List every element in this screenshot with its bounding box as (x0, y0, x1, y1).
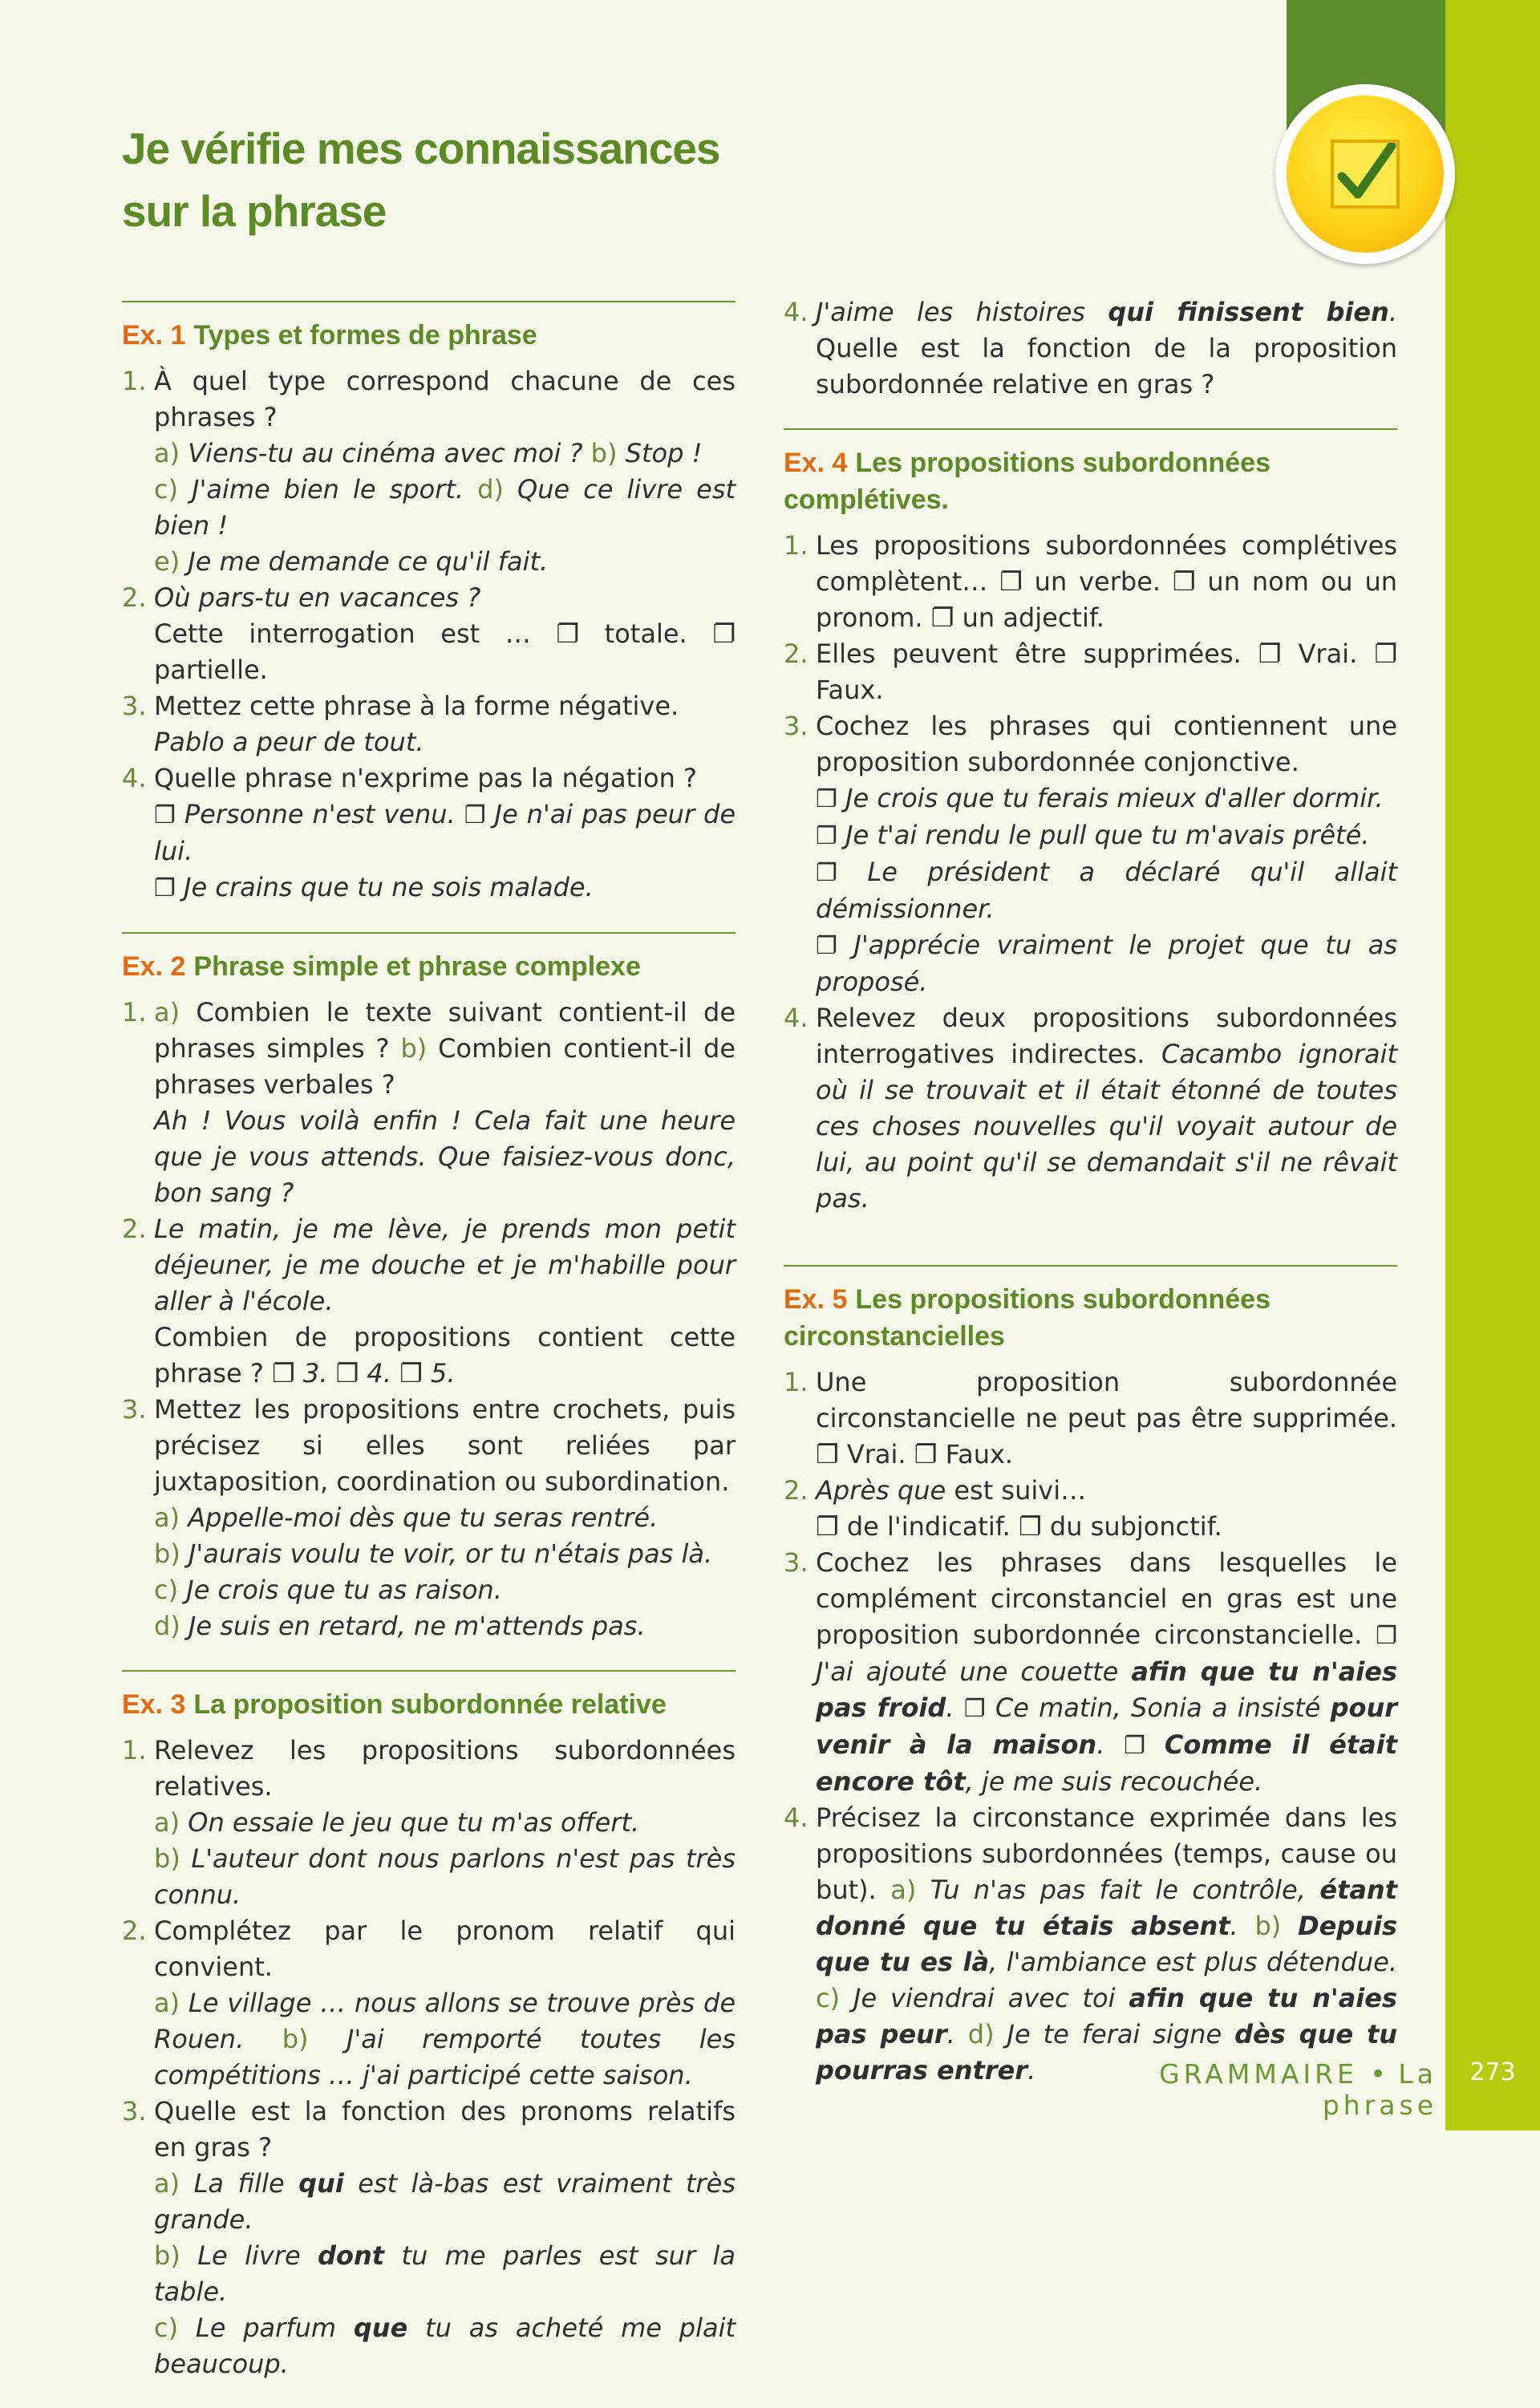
checkmark-icon (1334, 143, 1396, 205)
exercise-1 (122, 301, 736, 906)
exercise-5 (784, 1265, 1397, 2089)
checkbox-icon: ❐ (816, 932, 837, 960)
exercise-heading: Ex. 3 La proposition subordonnée relative (122, 1689, 667, 1720)
exercise-heading: Ex. 5 Les propositions subordonnées circonstancielles (784, 1284, 1270, 1352)
exercise-2 (122, 932, 736, 1644)
question: 4. Précisez la circonstance exprimée dans les propositions subordonnées (temps, cause ou but). a) Tu n'as pas fait le contrôle, étant donné que tu étais absent. b) Depuis que tu es là, l'ambiance est plus détendue. c) Je viendrai avec toi afin que tu n'aies pas peur. d) Je te ferai signe dès que tu pourras entrer. (784, 1802, 1398, 2086)
right-column (784, 294, 1397, 2114)
checkbox-icon: ❐ (154, 801, 176, 829)
question: 4. J'aime les histoires qui finissent bien. Quelle est la fonction de la proposition subordonnée relative en gras ? (784, 297, 1398, 399)
question: 3. Mettez cette phrase à la forme négative. Pablo a peur de tout. (122, 691, 679, 757)
exercise-3 (122, 1670, 736, 2382)
exercise-heading: Ex. 4 Les propositions subordonnées complétives. (784, 448, 1270, 515)
exercise-heading: Ex. 2 Phrase simple et phrase complexe (122, 951, 641, 982)
question: 3. Cochez les phrases dans lesquelles le complément circonstanciel en gras est une proposition subordonnée circonstancielle. ❐ J'ai ajouté une couette afin que tu n'aies pas froid. ❐ Ce matin, Sonia a insisté pour venir à la maison. ❐ Comme il était encore tôt, je me suis recouchée. (784, 1547, 1398, 1797)
checkbox-icon: ❐ (1376, 1622, 1397, 1650)
check-badge (1275, 84, 1455, 264)
checkbox-icon: ❐ (1124, 1732, 1146, 1760)
side-band (1445, 0, 1540, 2130)
question: 2. Après que est suivi… ❐ de l'indicatif. ❐ du subjonctif. (784, 1475, 1222, 1542)
checkbox-icon: ❐ (154, 874, 176, 902)
question: 1. Les propositions subordonnées complétives complètent… ❐ un verbe. ❐ un nom ou un pronom. ❐ un adjectif. (784, 530, 1397, 633)
left-column (122, 301, 736, 2408)
question: 4. Relevez deux propositions subordonnées interrogatives indirectes. Cacambo ignorait où il se trouvait et il était étonné de toutes ces choses nouvelles qu'il voyait autour de lui, au point qu'il se demandait s'il ne rêvait pas. (784, 1003, 1397, 1214)
question: 2. Complétez par le pronom relatif qui convient. a) Le village … nous allons se trouve près de Rouen. b) J'ai remporté toutes les compétitions … j'ai participé cette saison. (122, 1915, 736, 2090)
exercise-3-continued (784, 294, 1397, 403)
question: 4. Quelle phrase n'exprime pas la négation ? ❐ Personne n'est venu. ❐ Je n'ai pas peur de lui. ❐ Je crains que tu ne sois malade. (122, 763, 736, 902)
checkbox-icon: ❐ (963, 1695, 986, 1723)
page-number: 273 (1469, 2058, 1516, 2086)
question: 3. Mettez les propositions entre crochets, puis précisez si elles sont reliées par juxtaposition, coordination ou subordination. a) Appelle-moi dès que tu seras rentré. b) J'aurais voulu te voir, or tu n'étais pas là. c) Je crois que tu as raison. d) Je suis en retard, ne m'attends pas. (122, 1394, 736, 1641)
footer-running-head: GRAMMAIRE • La phrase (1159, 2058, 1437, 2121)
question: 2. Le matin, je me lève, je prends mon petit déjeuner, je me douche et je m'habille pour aller à l'école. Combien de propositions contient cette phrase ? ❐ 3. ❐ 4. ❐ 5. (122, 1214, 736, 1388)
question: 2. Où pars-tu en vacances ? Cette interrogation est … ❐ totale. ❐ partielle. (122, 582, 736, 685)
checkbox-icon: ❐ (464, 801, 486, 829)
question: 1. Relevez les propositions subordonnées relatives. a) On essaie le jeu que tu m'as offert. b) L'auteur dont nous parlons n'est pas très connu. (122, 1735, 736, 1910)
page-title: Je vérifie mes connaissances sur la phrase (122, 124, 720, 236)
question: 1. À quel type correspond chacune de ces phrases ? a) Viens-tu au cinéma avec moi ? b) Stop ! c) J'aime bien le sport. d) Que ce livre est bien ! e) Je me demande ce qu'il fait. (122, 366, 736, 577)
exercise-heading: Ex. 1 Types et formes de phrase (122, 320, 537, 351)
question: 3. Quelle est la fonction des pronoms relatifs en gras ? a) La fille qui est là-bas est vraiment très grande. b) Le livre dont tu me parles est sur la table. c) Le parfum que tu as acheté me plait beaucoup. (122, 2096, 736, 2379)
exercise-4 (784, 428, 1397, 1217)
question: 1. a) Combien le texte suivant contient-il de phrases simples ? b) Combien contient-il de phrases verbales ? Ah ! Vous voilà enfin ! Cela fait une heure que je vous attends. Que faisiez-vous donc, bon sang ? (122, 997, 736, 1208)
question: 1. Une proposition subordonnée circonstancielle ne peut pas être supprimée. ❐ Vrai. ❐ Faux. (784, 1367, 1397, 1470)
checkbox-icon: ❐ (816, 822, 837, 850)
question: 3. Cochez les phrases qui contiennent une proposition subordonnée conjonctive. ❐ Je crois que tu ferais mieux d'aller dormir. ❐ Je t'ai rendu le pull que tu m'avais prêté. ❐ Le président a déclaré qu'il allait démissionner. ❐ J'apprécie vraiment le projet que tu as proposé. (784, 711, 1398, 997)
question: 2. Elles peuvent être supprimées. ❐ Vrai. ❐ Faux. (784, 638, 1397, 705)
checkbox-icon: ❐ (816, 859, 837, 887)
checkbox-icon: ❐ (816, 785, 837, 813)
